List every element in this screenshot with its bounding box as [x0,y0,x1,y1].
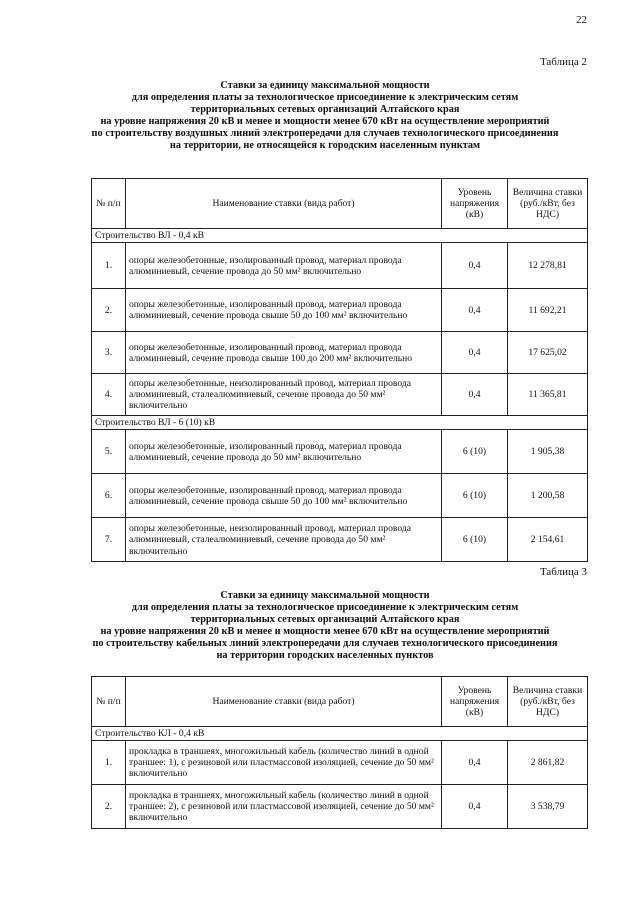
row-voltage: 0,4 [442,741,508,785]
row-value: 2 861,82 [508,741,588,785]
row-num: 5. [92,430,126,474]
title-line: Ставки за единицу максимальной мощности [220,80,430,91]
row-value: 1 200,58 [508,474,588,518]
row-num: 6. [92,474,126,518]
title-line: на уровне напряжения 20 кВ и менее и мощности менее 670 кВт на осуществление мероприятий [100,626,550,637]
title-line: по строительству воздушных линий электропередачи для случаев технологического присоединения [91,128,559,139]
title-line: территориальных сетевых организаций Алтайского края [190,614,460,625]
header-voltage: Уровень напряжения (кВ) [442,179,508,229]
section-title: Строительство КЛ - 0,4 кВ [92,727,588,741]
table-3-label: Таблица 3 [539,566,587,578]
section-title: Строительство ВЛ - 0,4 кВ [92,229,588,243]
row-voltage: 0,4 [442,243,508,289]
row-value: 3 538,79 [508,785,588,829]
row-name: прокладка в траншеях, многожильный кабель (количество линий в одной траншее: 2), с резиновой или пластмассовой изоляцией, сечение до 50 мм² включительно [126,785,442,829]
table-header-row [92,179,588,229]
title-line: по строительству кабельных линий электропередачи для случаев технологического присоединения [92,638,558,649]
title-line: Ставки за единицу максимальной мощности [220,590,430,601]
header-voltage: Уровень напряжения (кВ) [442,677,508,727]
title-line: на уровне напряжения 20 кВ и менее и мощности менее 670 кВт на осуществление мероприятий [100,116,550,127]
row-value: 11 692,21 [508,289,588,332]
row-name: опоры железобетонные, изолированный провод, материал провода алюминиевый, сечение провода свыше 50 до 100 мм² включительно [126,474,442,518]
table-row [92,741,588,785]
title-line: территориальных сетевых организаций Алтайского края [190,104,460,115]
section-row [92,727,588,741]
table-row [92,243,588,289]
row-name: опоры железобетонные, изолированный провод, материал провода алюминиевый, сечение провода свыше 50 до 100 мм² включительно [126,289,442,332]
row-num: 2. [92,785,126,829]
section-row [92,229,588,243]
header-name: Наименование ставки (вида работ) [126,179,442,229]
row-voltage: 0,4 [442,374,508,416]
rates-table-3 [91,676,588,829]
row-name: опоры железобетонные, изолированный провод, материал провода алюминиевый, сечение провода до 50 мм² включительно [126,430,442,474]
row-num: 3. [92,332,126,374]
row-voltage: 0,4 [442,785,508,829]
header-value: Величина ставки (руб./кВт, без НДС) [508,677,588,727]
title-line: на территории, не относящейся к городским населенным пунктам [169,140,481,151]
table-row [92,332,588,374]
table-header-row [92,677,588,727]
title-line: для определения платы за технологическое присоединение к электрическим сетям [131,92,519,103]
table-row [92,374,588,416]
header-name: Наименование ставки (вида работ) [126,677,442,727]
page-number: 22 [576,14,587,26]
table-row [92,785,588,829]
row-num: 2. [92,289,126,332]
row-voltage: 0,4 [442,289,508,332]
row-name: опоры железобетонные, изолированный провод, материал провода алюминиевый, сечение провода свыше 100 до 200 мм² включительно [126,332,442,374]
row-value: 12 278,81 [508,243,588,289]
table-row [92,474,588,518]
row-num: 1. [92,741,126,785]
table-row [92,518,588,562]
rates-table-2 [91,178,588,562]
section-title: Строительство ВЛ - 6 (10) кВ [92,416,588,430]
row-voltage: 0,4 [442,332,508,374]
table-3-title [60,590,590,662]
row-voltage: 6 (10) [442,518,508,562]
row-value: 17 625,02 [508,332,588,374]
header-num: № п/п [92,179,126,229]
row-name: опоры железобетонные, неизолированный провод, материал провода алюминиевый, сталеалюминиевый, сечение провода до 50 мм² включительно [126,518,442,562]
row-voltage: 6 (10) [442,474,508,518]
table-2-title [60,80,590,152]
table-row [92,289,588,332]
row-name: опоры железобетонные, неизолированный провод, материал провода алюминиевый, сталеалюминиевый, сечение провода до 50 мм² включительно [126,374,442,416]
header-value: Величина ставки (руб./кВт, без НДС) [508,179,588,229]
table-2-label: Таблица 2 [539,56,587,68]
title-line: на территории городских населенных пунктов [216,650,434,661]
row-name: прокладка в траншеях, многожильный кабель (количество линий в одной траншее: 1), с резиновой или пластмассовой изоляцией, сечение до 50 мм² включительно [126,741,442,785]
header-num: № п/п [92,677,126,727]
section-row [92,416,588,430]
row-voltage: 6 (10) [442,430,508,474]
row-num: 1. [92,243,126,289]
row-value: 2 154,61 [508,518,588,562]
title-line: для определения платы за технологическое присоединение к электрическим сетям [131,602,519,613]
row-num: 4. [92,374,126,416]
row-value: 11 365,81 [508,374,588,416]
table-row [92,430,588,474]
row-value: 1 905,38 [508,430,588,474]
row-num: 7. [92,518,126,562]
row-name: опоры железобетонные, изолированный провод, материал провода алюминиевый, сечение провода до 50 мм² включительно [126,243,442,289]
